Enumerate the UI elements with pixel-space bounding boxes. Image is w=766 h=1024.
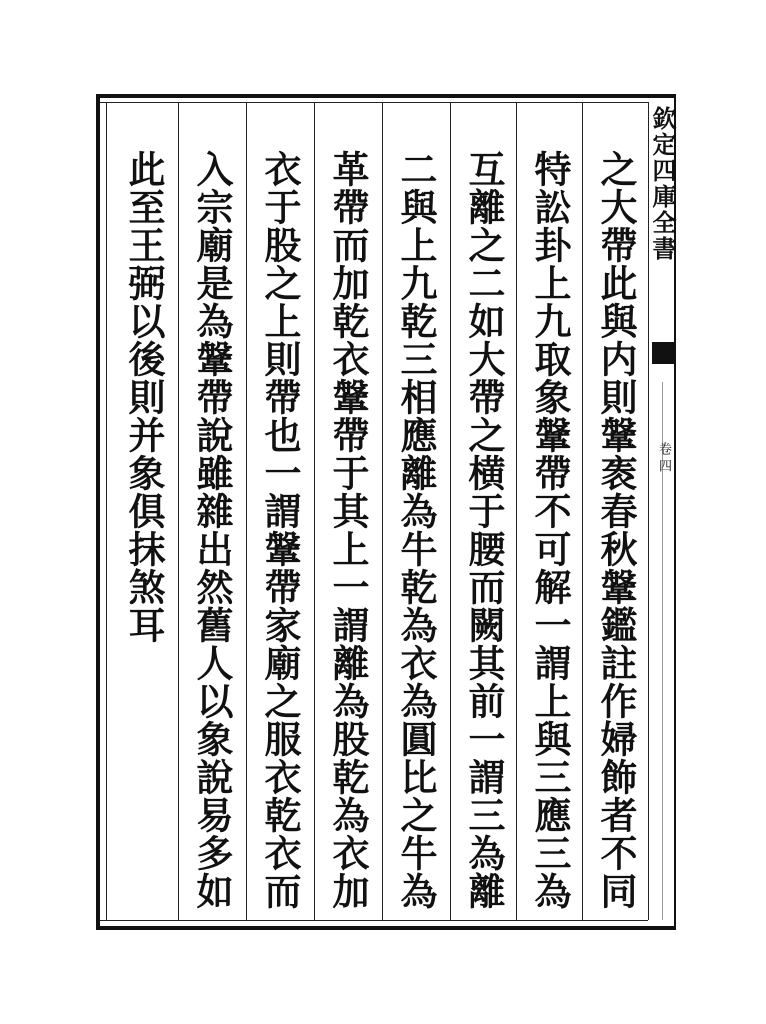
frame-inner-bottom-line	[100, 920, 648, 921]
text-column-4: 二與上九乾三相應離為牛乾為衣為圓比之牛為	[394, 150, 438, 910]
column-divider	[314, 102, 315, 920]
book-title: 欽定四庫全書	[648, 106, 677, 262]
frame-inner-left-line	[106, 102, 107, 920]
volume-label: 卷四	[656, 442, 671, 476]
text-column-1: 之大帶此與内則鞶袠春秋鞶鑑註作婦飾者不同	[594, 150, 638, 910]
fishtail-mark	[652, 342, 674, 364]
text-column-6: 衣于股之上則帶也一謂鞶帶家廟之服衣乾衣而	[258, 150, 302, 910]
column-divider	[382, 102, 383, 920]
fore-edge-margin	[648, 102, 676, 920]
column-divider	[450, 102, 451, 920]
frame-inner-top-line	[100, 102, 648, 103]
column-divider	[246, 102, 247, 920]
text-column-2: 特訟卦上九取象鞶帶不可解一謂上與三應三為	[528, 150, 572, 910]
text-column-5: 革帶而加乾衣鞶帶于其上一謂離為股乾為衣加	[326, 150, 370, 910]
text-column-7: 入宗廟是為鞶帶說雖雜出然舊人以象說易多如	[190, 150, 234, 910]
column-divider	[582, 102, 583, 920]
text-column-3: 互離之二如大帶之横于腰而闕其前一謂三為離	[462, 150, 506, 910]
column-divider	[178, 102, 179, 920]
text-column-8: 此至王弼以後則并象俱抹煞耳	[122, 150, 166, 644]
column-divider	[516, 102, 517, 920]
